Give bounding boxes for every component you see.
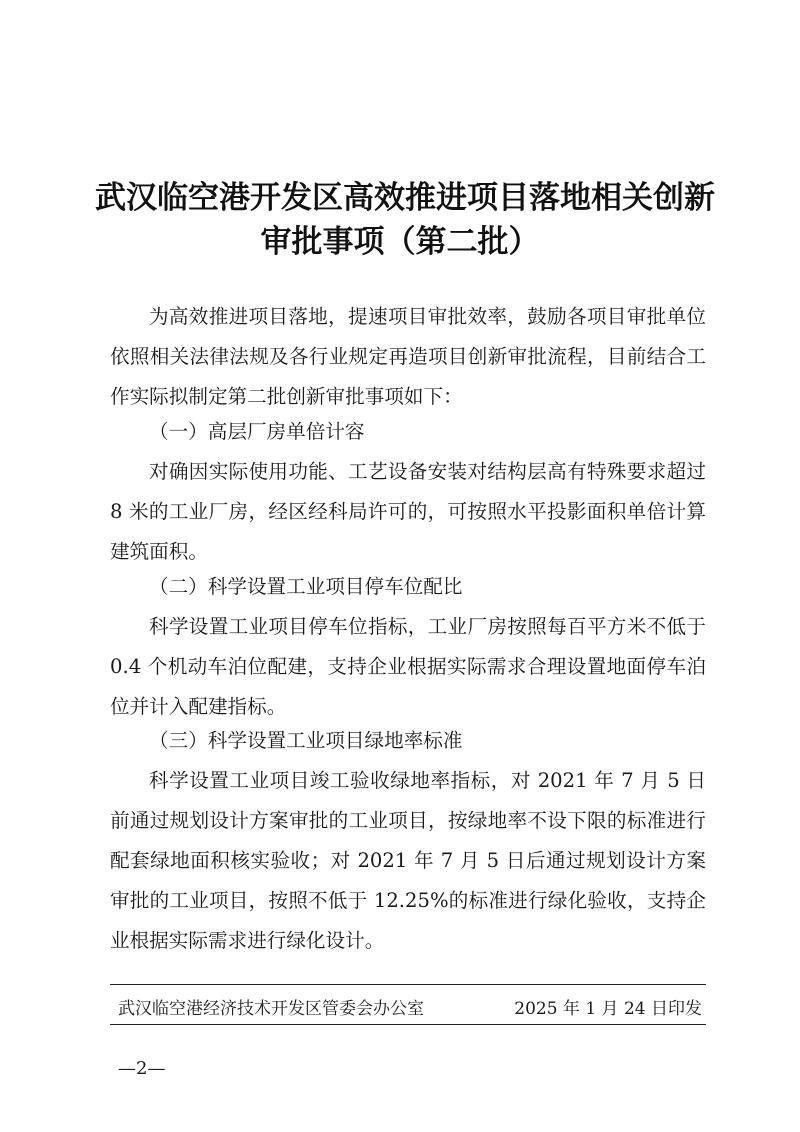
section-2-heading [110,567,706,607]
section-3-heading-text: （三）科学设置工业项目绿地率标准 [149,729,463,752]
section-1-heading-text: （一）高层厂房单倍计容 [149,420,365,443]
footer-bottom-divider [110,1024,706,1025]
footer-date: 2025 年 1 月 24 日印发 [514,999,702,1019]
section-1-body: 对确因实际使用功能、工艺设备安装对结构层高有特殊要求超过 8 米的工业厂房，经区经科局许可的，可按照水平投影面积单倍计算建筑面积。 [110,460,706,563]
intro-paragraph: 为高效推进项目落地，提速项目审批效率，鼓励各项目审批单位依照相关法律法规及各行业规定再造项目创新审批流程，目前结合工作实际拟制定第二批创新审批事项如下： [110,305,706,408]
section-2-body: 科学设置工业项目停车位指标，工业厂房按照每百平方米不低于 0.4 个机动车泊位配建，支持企业根据实际需求合理设置地面停车泊位并计入配建指标。 [110,615,706,718]
section-3-body: 科学设置工业项目竣工验收绿地率指标，对 2021 年 7 月 5 日前通过规划设计方案审批的工业项目，按绿地率不设下限的标准进行配套绿地面积核实验收；对 2021 年 7 月 5 日后通过规划设计方案审批的工业项目，按照不低于 12.25%的标准进行绿化验收，支持企业根据实际需求进行绿化设计。 [110,769,706,952]
section-1-heading [110,412,706,452]
section-3-heading [110,721,706,761]
footer-top-divider [110,984,706,985]
page-number: —2— [118,1058,166,1079]
document-title-line-2: 审批事项（第二批） [260,224,540,260]
document-title-line-1: 武汉临空港开发区高效推进项目落地相关创新 [95,180,715,216]
section-2-heading-text: （二）科学设置工业项目停车位配比 [149,575,463,598]
footer-issuer: 武汉临空港经济技术开发区管委会办公室 [118,999,424,1019]
